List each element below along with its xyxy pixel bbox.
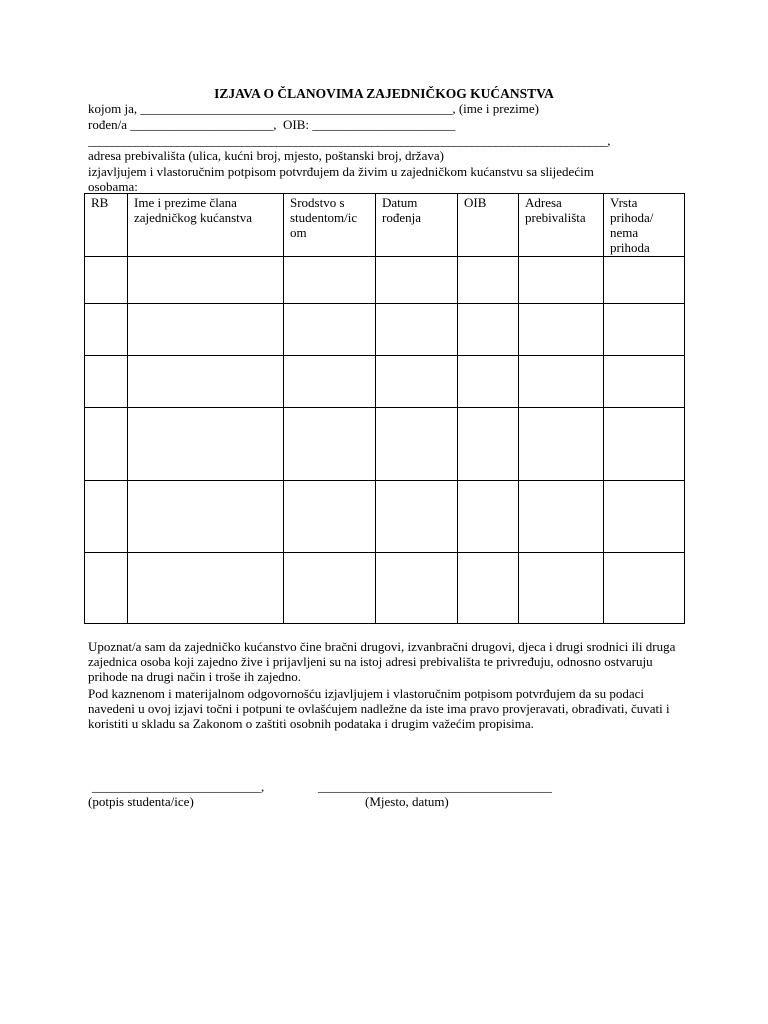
- table-cell[interactable]: [85, 257, 128, 304]
- table-cell[interactable]: [128, 257, 284, 304]
- student-signature-label: (potpis studenta/ice): [88, 794, 194, 809]
- table-cell[interactable]: [376, 408, 458, 481]
- place-date-line: ____________________________________: [318, 779, 552, 794]
- table-cell[interactable]: [376, 356, 458, 408]
- table-cell[interactable]: [85, 408, 128, 481]
- table-cell[interactable]: [284, 553, 376, 624]
- table-cell[interactable]: [85, 356, 128, 408]
- table-cell[interactable]: [458, 481, 519, 553]
- liability-paragraph: Pod kaznenom i materijalnom odgovornošću izjavljujem i vlastoručnim potpisom potvrđujem da su podaci navedeni u ovoj izjavi točni i potpuni te ovlašćujem nadležne da iste ima pravo provjeravati, obrađivati, čuvati i koristiti u skladu sa Zakonom o zaštiti osobnih podataka i drugim važećim propisima.: [88, 686, 670, 731]
- table-cell[interactable]: [519, 481, 604, 553]
- table-cell[interactable]: [85, 481, 128, 553]
- header-address: Adresa prebivališta: [519, 194, 604, 257]
- header-oib: OIB: [458, 194, 519, 257]
- table-cell[interactable]: [519, 257, 604, 304]
- table-cell[interactable]: [376, 304, 458, 356]
- table-row: [85, 481, 685, 553]
- table-cell[interactable]: [284, 257, 376, 304]
- table-cell[interactable]: [284, 408, 376, 481]
- birth-oib-line: rođen/a ______________________, OIB: ______________________: [88, 117, 456, 132]
- table-cell[interactable]: [458, 257, 519, 304]
- table-cell[interactable]: [604, 481, 685, 553]
- table-row: [85, 356, 685, 408]
- table-cell[interactable]: [85, 553, 128, 624]
- table-cell[interactable]: [284, 481, 376, 553]
- table-cell[interactable]: [128, 481, 284, 553]
- header-relation: Srodstvo s studentom/ic om: [284, 194, 376, 257]
- table-cell[interactable]: [85, 304, 128, 356]
- table-cell[interactable]: [284, 356, 376, 408]
- table-cell[interactable]: [458, 408, 519, 481]
- table-cell[interactable]: [376, 553, 458, 624]
- table-cell[interactable]: [284, 304, 376, 356]
- table-row: [85, 553, 685, 624]
- household-definition-paragraph: Upoznat/a sam da zajedničko kućanstvo čine bračni drugovi, izvanbračni drugovi, djeca i drugi srodnici ili druga zajednica osoba koji zajedno žive i prijavljeni su na istoj adresi prebivališta te privređuju, odnosno ostvaruju prihode na drugi način i troše ih zajedno.: [88, 639, 676, 684]
- address-blank-line: ________________________________________________________________________________________,: [88, 133, 610, 148]
- table-cell[interactable]: [604, 257, 685, 304]
- statement-line-end: osobama:: [88, 179, 138, 194]
- table-cell[interactable]: [604, 356, 685, 408]
- place-date-label: (Mjesto, datum): [365, 794, 449, 809]
- address-label: adresa prebivališta (ulica, kućni broj, mjesto, poštanski broj, država): [88, 148, 444, 163]
- table-cell[interactable]: [519, 356, 604, 408]
- statement-line: izjavljujem i vlastoručnim potpisom potvrđujem da živim u zajedničkom kućanstvu sa slijedećim: [88, 164, 594, 179]
- table-cell[interactable]: [128, 553, 284, 624]
- table-cell[interactable]: [604, 553, 685, 624]
- table-cell[interactable]: [519, 553, 604, 624]
- table-cell[interactable]: [519, 304, 604, 356]
- table-cell[interactable]: [376, 257, 458, 304]
- table-cell[interactable]: [604, 304, 685, 356]
- table-cell[interactable]: [128, 304, 284, 356]
- table-cell[interactable]: [458, 356, 519, 408]
- table-cell[interactable]: [458, 304, 519, 356]
- header-birthdate: Datum rođenja: [376, 194, 458, 257]
- table-row: [85, 257, 685, 304]
- table-cell[interactable]: [128, 356, 284, 408]
- household-members-table: [84, 193, 685, 624]
- table-cell[interactable]: [376, 481, 458, 553]
- header-income: Vrsta prihoda/ nema prihoda: [604, 194, 685, 257]
- student-signature-line: __________________________,: [92, 779, 265, 794]
- header-rb: RB: [85, 194, 128, 257]
- header-name: Ime i prezime člana zajedničkog kućanstva: [128, 194, 284, 257]
- table-header-row: [85, 194, 685, 257]
- document-title: IZJAVA O ČLANOVIMA ZAJEDNIČKOG KUĆANSTVA: [214, 86, 554, 101]
- name-line: kojom ja, ________________________________________________, (ime i prezime): [88, 101, 539, 116]
- table-cell[interactable]: [458, 553, 519, 624]
- table-row: [85, 408, 685, 481]
- table-row: [85, 304, 685, 356]
- table-cell[interactable]: [604, 408, 685, 481]
- table-cell[interactable]: [519, 408, 604, 481]
- table-cell[interactable]: [128, 408, 284, 481]
